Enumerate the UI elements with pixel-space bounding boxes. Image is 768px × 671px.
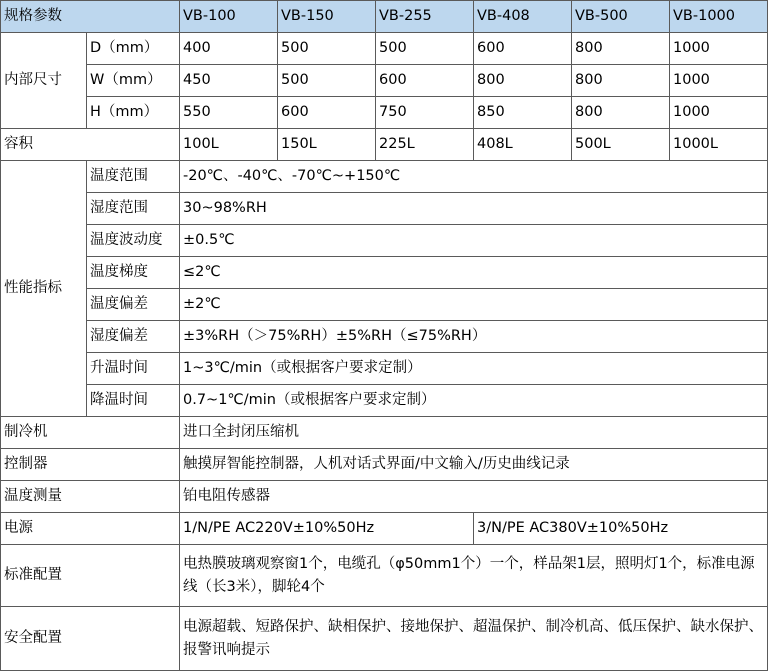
- power-label: 电源: [1, 513, 180, 545]
- table-row: [1, 449, 768, 481]
- model-header: VB-1000: [670, 1, 768, 33]
- model-header: VB-255: [376, 1, 474, 33]
- refrigerator-label: 制冷机: [1, 417, 180, 449]
- header-label: 规格参数: [1, 1, 180, 33]
- param-label: H（mm）: [87, 97, 180, 129]
- value-cell: 450: [180, 65, 278, 97]
- param-label: 温度梯度: [87, 257, 180, 289]
- param-label: 升温时间: [87, 353, 180, 385]
- value-cell: 0.7~1℃/min（或根据客户要求定制）: [180, 385, 768, 417]
- value-cell: 500L: [572, 129, 670, 161]
- value-cell: 750: [376, 97, 474, 129]
- model-header: VB-408: [474, 1, 572, 33]
- value-cell: 800: [572, 65, 670, 97]
- inner-size-label: 内部尺寸: [1, 33, 87, 129]
- value-cell: 1000: [670, 33, 768, 65]
- param-label: W（mm）: [87, 65, 180, 97]
- value-cell: ±0.5℃: [180, 225, 768, 257]
- model-header: VB-500: [572, 1, 670, 33]
- value-cell: 1000: [670, 65, 768, 97]
- param-label: 降温时间: [87, 385, 180, 417]
- value-cell: 触摸屏智能控制器，人机对话式界面/中文输入/历史曲线记录: [180, 449, 768, 481]
- value-cell: 800: [572, 97, 670, 129]
- value-cell: 500: [278, 33, 376, 65]
- volume-label: 容积: [1, 129, 180, 161]
- table-row: [1, 607, 768, 671]
- value-cell: 电源超载、短路保护、缺相保护、接地保护、超温保护、制冷机高、低压保护、缺水保护、报警讯响提示: [180, 607, 768, 671]
- value-cell: 850: [474, 97, 572, 129]
- safety-config-label: 安全配置: [1, 607, 180, 671]
- param-label: 湿度偏差: [87, 321, 180, 353]
- value-cell: 1~3℃/min（或根据客户要求定制）: [180, 353, 768, 385]
- table-row: [1, 161, 768, 193]
- table-row: [1, 65, 768, 97]
- value-cell: 3/N/PE AC380V±10%50Hz: [474, 513, 768, 545]
- table-row: [1, 545, 768, 607]
- value-cell: 铂电阻传感器: [180, 481, 768, 513]
- value-cell: 600: [376, 65, 474, 97]
- header-row: [1, 1, 768, 33]
- table-row: [1, 257, 768, 289]
- value-cell: 800: [474, 65, 572, 97]
- value-cell: 1000L: [670, 129, 768, 161]
- value-cell: 800: [572, 33, 670, 65]
- table-row: [1, 321, 768, 353]
- param-label: 温度波动度: [87, 225, 180, 257]
- value-cell: 550: [180, 97, 278, 129]
- param-label: 湿度范围: [87, 193, 180, 225]
- table-row: [1, 385, 768, 417]
- table-row: [1, 225, 768, 257]
- value-cell: 进口全封闭压缩机: [180, 417, 768, 449]
- value-cell: 电热膜玻璃观察窗1个，电缆孔（φ50mm1个）一个，样品架1层，照明灯1个，标准电源线（长3米），脚轮4个: [180, 545, 768, 607]
- param-label: D（mm）: [87, 33, 180, 65]
- value-cell: 600: [474, 33, 572, 65]
- table-row: [1, 353, 768, 385]
- standard-config-label: 标准配置: [1, 545, 180, 607]
- table-row: [1, 513, 768, 545]
- controller-label: 控制器: [1, 449, 180, 481]
- param-label: 温度范围: [87, 161, 180, 193]
- model-header: VB-100: [180, 1, 278, 33]
- value-cell: 225L: [376, 129, 474, 161]
- model-header: VB-150: [278, 1, 376, 33]
- table-row: [1, 417, 768, 449]
- performance-label: 性能指标: [1, 161, 87, 417]
- value-cell: 408L: [474, 129, 572, 161]
- table-row: [1, 289, 768, 321]
- table-row: [1, 33, 768, 65]
- value-cell: ±2℃: [180, 289, 768, 321]
- table-row: [1, 97, 768, 129]
- table-row: [1, 481, 768, 513]
- param-label: 温度偏差: [87, 289, 180, 321]
- value-cell: 500: [278, 65, 376, 97]
- table-row: [1, 193, 768, 225]
- value-cell: -20℃、-40℃、-70℃~+150℃: [180, 161, 768, 193]
- value-cell: 30~98%RH: [180, 193, 768, 225]
- value-cell: 1/N/PE AC220V±10%50Hz: [180, 513, 474, 545]
- value-cell: ≤2℃: [180, 257, 768, 289]
- table-row: [1, 129, 768, 161]
- value-cell: 100L: [180, 129, 278, 161]
- value-cell: 600: [278, 97, 376, 129]
- value-cell: 500: [376, 33, 474, 65]
- temp-measure-label: 温度测量: [1, 481, 180, 513]
- value-cell: 400: [180, 33, 278, 65]
- value-cell: 1000: [670, 97, 768, 129]
- value-cell: ±3%RH（＞75%RH）±5%RH（≤75%RH）: [180, 321, 768, 353]
- value-cell: 150L: [278, 129, 376, 161]
